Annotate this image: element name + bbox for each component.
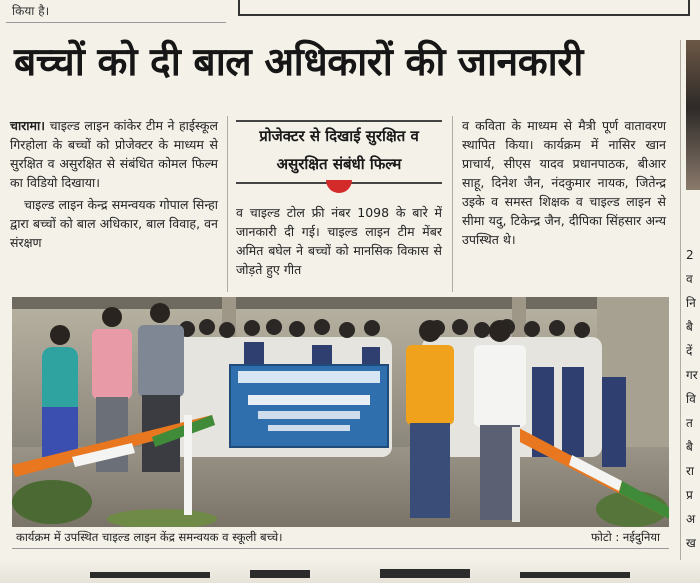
article-column-3: व कविता के माध्यम से मैत्री पूर्ण वातावरण स्थापित किया। कार्यक्रम में नासिर खान प्राचार्य, सीएस यादव प्रधानपाठक, बीआर साहू, दिनेश जैन, नंदकुमार नायक, जितेन्द्र उइके व समस्त शिक्षक व चाइल्ड लाइन से सीमा यदु, टिकेन्द्र जैन, दीपिका सिंहसार अन्य उपस्थित थे। — [462, 118, 666, 247]
adjacent-text-fragment: 2 — [686, 248, 694, 262]
previous-article-tail: किया है। — [12, 4, 50, 18]
adjacent-text-fragment: बै — [686, 320, 693, 334]
column-divider-top — [6, 22, 226, 23]
article-headline: बच्चों को दी बाल अधिकारों की जानकारी — [14, 40, 583, 85]
adjacent-text-fragment: रा — [686, 464, 695, 478]
adjacent-text-fragment: त — [686, 416, 693, 430]
adjacent-text-fragment: दें — [686, 344, 693, 358]
man-orange-shirt — [406, 320, 454, 518]
group-photo — [12, 297, 669, 527]
column-divider — [452, 116, 453, 292]
paragraph-1-text: चाइल्ड लाइन कांकेर टीम ने हाईस्कूल गिरहोला के बच्चों को प्रोजेक्टर के माध्यम से सुरक्षित व असुरक्षित से संबंधित कोमल फिल्म का विडियो दिखाया। — [10, 118, 218, 190]
previous-article-box — [238, 0, 690, 16]
adjacent-text-fragment: गर — [686, 368, 698, 382]
adjacent-text-fragment: नि — [686, 296, 696, 310]
dateline: चारामा। — [10, 118, 45, 133]
group-photo-illustration — [12, 297, 669, 527]
ribbon-pole — [512, 427, 520, 522]
adjacent-article-photo — [686, 40, 700, 190]
adjacent-text-fragment: प्र — [686, 488, 693, 502]
red-marker — [326, 180, 352, 193]
column-divider — [227, 116, 228, 292]
article-column-2: व चाइल्ड टोल फ्री नंबर 1098 के बारे में जानकारी दी गई। चाइल्ड लाइन टीम मेंबर अमित बघेल ने बच्चों को मानसिक विकास से जोड़ते हुए गीत — [236, 205, 442, 277]
man-grey-shirt — [138, 303, 184, 472]
article-column-1 — [10, 116, 218, 252]
adjacent-text-fragment: ख — [686, 536, 696, 550]
paragraph-1 — [10, 116, 218, 192]
column-divider-right — [680, 40, 681, 560]
paragraph-2: चाइल्ड लाइन केन्द्र समन्वयक गोपाल सिन्हा द्वारा बच्चों को बाल अधिकार, बाल विवाह, वन संरक्षण — [10, 197, 218, 250]
photo-caption: कार्यक्रम में उपस्थित चाइल्ड लाइन केंद्र समन्वयक व स्कूली बच्चे। — [16, 530, 283, 544]
sub-headline: प्रोजेक्टर से दिखाई सुरक्षित व असुरक्षित संबंधी फिल्म — [236, 120, 442, 184]
photo-credit: फोटो : नईदुनिया — [591, 530, 660, 544]
next-headline-fragment — [90, 566, 650, 580]
child-line-banner — [230, 365, 388, 447]
ribbon-pole — [184, 415, 192, 515]
adjacent-text-fragment: वि — [686, 392, 696, 406]
adjacent-text-fragment: बै — [686, 440, 693, 454]
plant — [12, 480, 92, 524]
adjacent-text-fragment: व — [686, 272, 693, 286]
adjacent-text-fragment: अ — [686, 512, 696, 526]
